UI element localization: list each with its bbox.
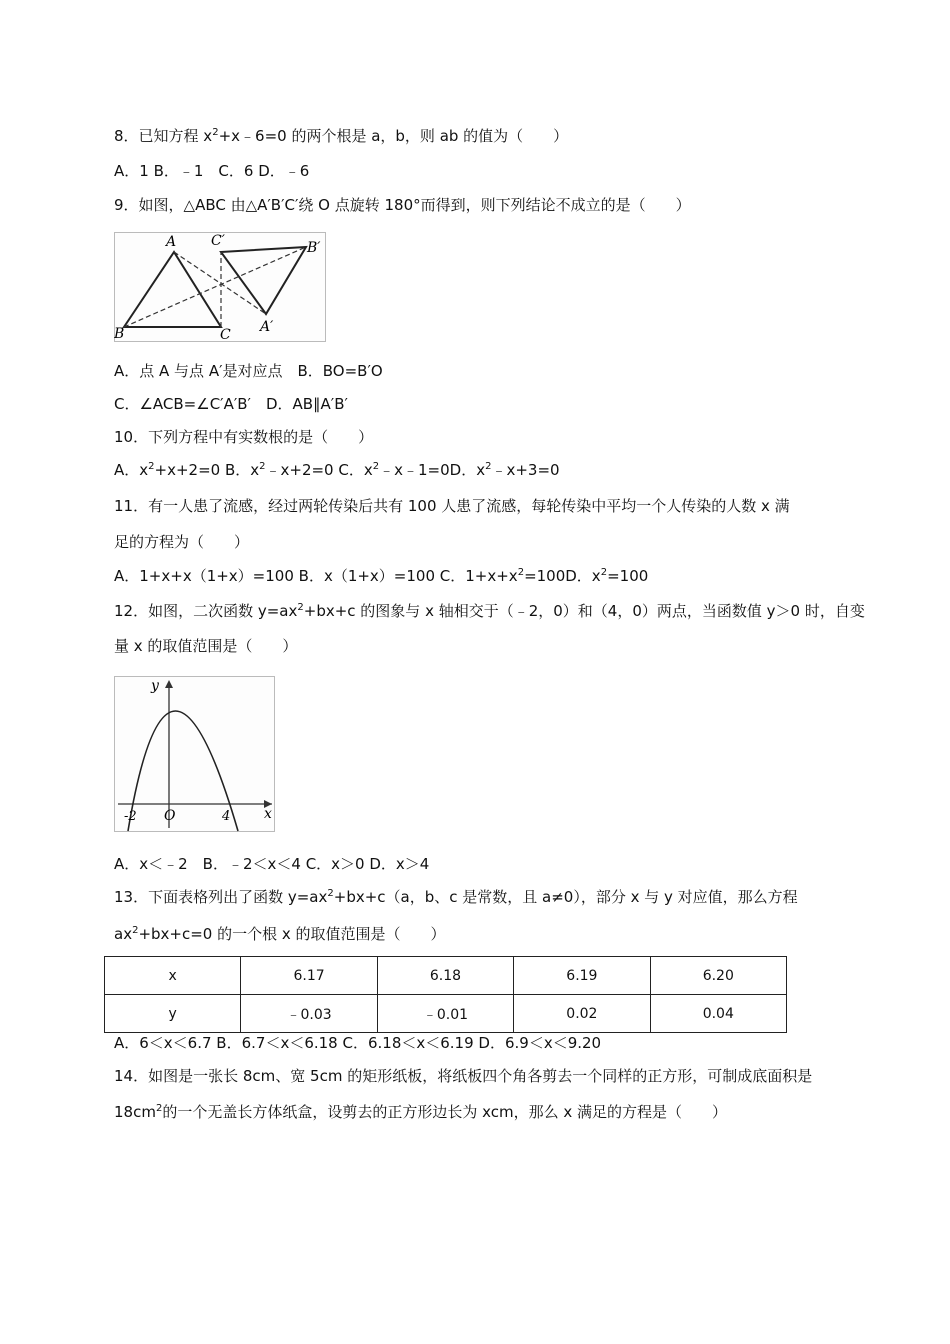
exponent: 2 xyxy=(600,567,608,578)
q9-options-2: C．∠ACB=∠C′A′B′ D．AB∥A′B′ xyxy=(114,395,348,413)
q13-options: A．6＜x＜6.7 B．6.7＜x＜6.18 C．6.18＜x＜6.19 D．6.9＜x＜9.20 xyxy=(114,1034,602,1052)
table-cell: 6.20 xyxy=(650,957,786,995)
exponent: 2 xyxy=(155,1103,163,1114)
q12-stem-1 xyxy=(114,601,865,621)
exponent: 2 xyxy=(259,461,266,472)
label-y: y xyxy=(151,678,159,694)
q13-stem-2 xyxy=(114,924,446,944)
q11-option-part: A．1+x+x（1+x）=100 B．x（1+x）=100 C．1+x+x xyxy=(114,567,518,585)
q10-option-part: ﹣x﹣1=0D．x xyxy=(379,461,486,479)
q11-options xyxy=(114,566,648,586)
q13-stem-part: 13．下面表格列出了函数 y=ax xyxy=(114,888,328,906)
q9-stem: 9．如图，△ABC 由△A′B′C′绕 O 点旋转 180°而得到，则下列结论不成立的是（ ） xyxy=(114,196,691,214)
exponent: 2 xyxy=(327,888,334,899)
label-a-prime: A′ xyxy=(260,319,274,335)
exponent: 2 xyxy=(485,461,492,472)
q14-stem-part: 的一个无盖长方体纸盒，设剪去的正方形边长为 xcm，那么 x 满足的方程是（ ） xyxy=(162,1103,727,1121)
q10-options xyxy=(114,460,560,480)
label-c: C xyxy=(220,327,231,342)
exponent: 2 xyxy=(297,602,304,613)
q12-options: A．x＜﹣2 B．﹣2＜x＜4 C．x＞0 D．x＞4 xyxy=(114,855,430,873)
table-cell: ﹣0.01 xyxy=(377,995,513,1033)
table-cell: 6.19 xyxy=(514,957,650,995)
table-cell: 0.04 xyxy=(650,995,786,1033)
q13-stem-1 xyxy=(114,887,798,907)
q10-option-part: A．x xyxy=(114,461,149,479)
q11-stem-1: 11．有一人患了流感，经过两轮传染后共有 100 人患了流感，每轮传染中平均一个人传染的人数 x 满 xyxy=(114,497,790,515)
table-cell: y xyxy=(105,995,241,1033)
label-b: B xyxy=(114,326,125,342)
label-b-prime: B′ xyxy=(307,240,321,256)
q8-stem-part: +x﹣6=0 的两个根是 a，b，则 ab 的值为（ ） xyxy=(218,127,569,145)
q8-stem xyxy=(114,126,568,146)
q14-stem-2 xyxy=(114,1102,727,1122)
q9-options-1: A．点 A 与点 A′是对应点 B．BO=B′O xyxy=(114,362,383,380)
figure-frame xyxy=(115,677,275,832)
q12-stem-part: +bx+c 的图象与 x 轴相交于（﹣2，0）和（4，0）两点，当函数值 y＞0 时，自变 xyxy=(303,602,865,620)
q10-stem: 10．下列方程中有实数根的是（ ） xyxy=(114,428,374,446)
exponent: 2 xyxy=(372,461,380,472)
q11-stem-2: 足的方程为（ ） xyxy=(114,533,250,551)
values-table xyxy=(104,956,787,1033)
label-origin: O xyxy=(164,808,176,824)
exponent: 2 xyxy=(212,127,219,138)
q12-stem-2: 量 x 的取值范围是（ ） xyxy=(114,637,298,655)
q13-stem-part: +bx+c=0 的一个根 x 的取值范围是（ ） xyxy=(138,925,446,943)
rotation-figure xyxy=(114,232,326,342)
table-cell: 6.17 xyxy=(241,957,377,995)
label-c-prime: C′ xyxy=(211,233,225,249)
table-cell: 6.18 xyxy=(377,957,513,995)
q10-option-part: +x+2=0 B．x xyxy=(154,461,260,479)
label-4: 4 xyxy=(222,809,231,824)
table-cell: 0.02 xyxy=(514,995,650,1033)
q8-stem-part: 8．已知方程 x xyxy=(114,127,213,145)
label-a: A xyxy=(166,234,177,250)
label-x: x xyxy=(264,806,272,822)
q12-stem-part: 12．如图，二次函数 y=ax xyxy=(114,602,298,620)
q14-stem-1: 14．如图是一张长 8cm、宽 5cm 的矩形纸板，将纸板四个角各剪去一个同样的正方形，可制成底面积是 xyxy=(114,1067,813,1085)
table-row xyxy=(105,957,787,995)
q13-stem-part: +bx+c（a，b、c 是常数，且 a≠0），部分 x 与 y 对应值，那么方程 xyxy=(333,888,798,906)
table-row xyxy=(105,995,787,1033)
q8-options: A．1 B．﹣1 C．6 D．﹣6 xyxy=(114,162,310,180)
q11-option-part: =100 xyxy=(607,567,649,585)
table-cell: x xyxy=(105,957,241,995)
q14-stem-part: 18cm xyxy=(114,1103,156,1121)
parabola-figure xyxy=(114,676,276,833)
q10-option-part: ﹣x+2=0 C．x xyxy=(265,461,373,479)
table-cell: ﹣0.03 xyxy=(241,995,377,1033)
exponent: 2 xyxy=(517,567,525,578)
exponent: 2 xyxy=(132,925,139,936)
q10-option-part: ﹣x+3=0 xyxy=(491,461,560,479)
exponent: 2 xyxy=(148,461,155,472)
q11-option-part: =100D．x xyxy=(524,567,601,585)
label-neg2: -2 xyxy=(124,809,137,824)
q13-stem-part: ax xyxy=(114,925,133,943)
